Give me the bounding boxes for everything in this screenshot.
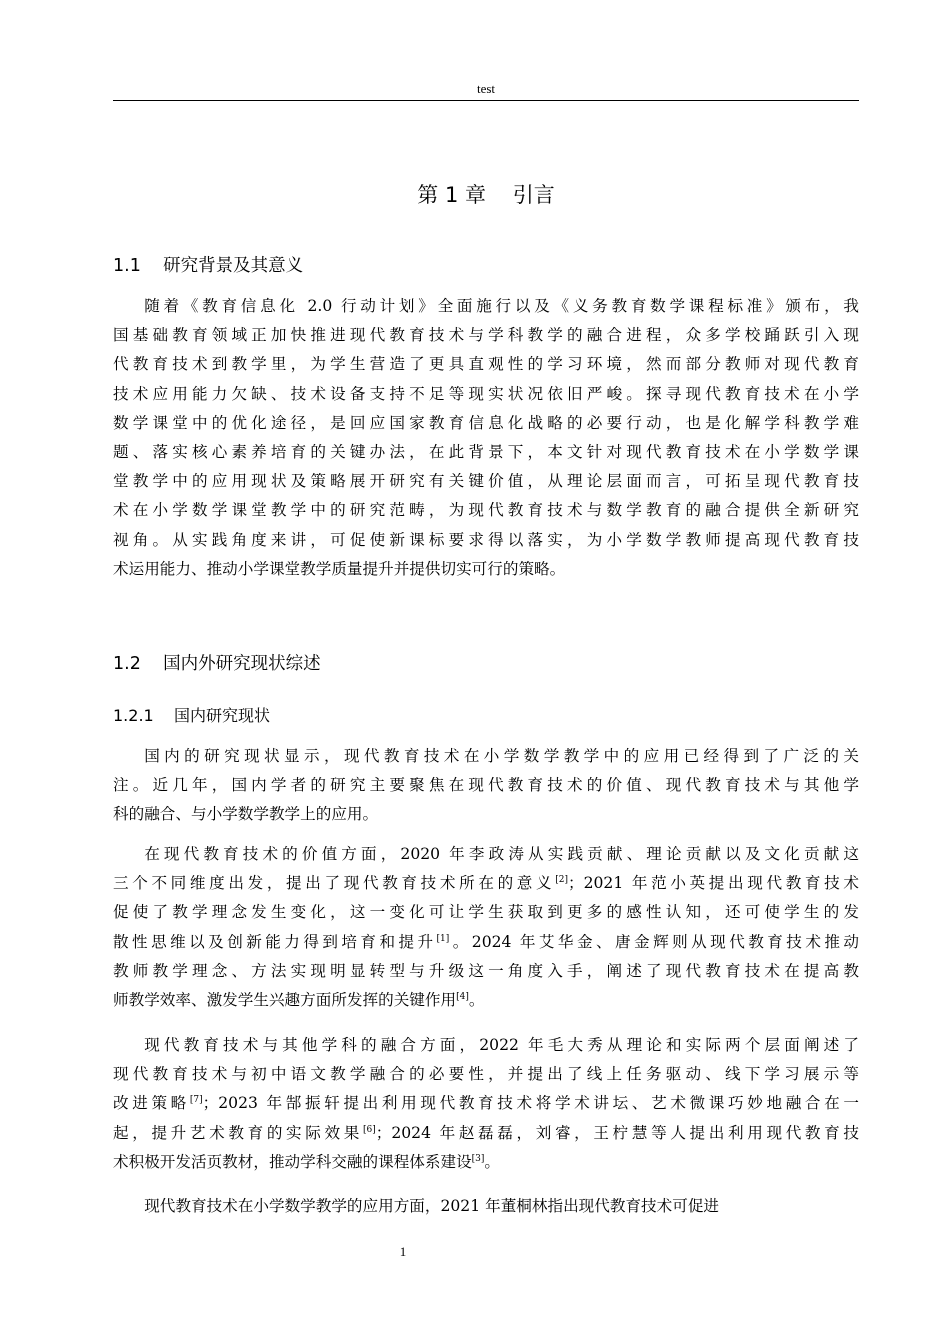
citation-marker: [7]: [189, 1095, 203, 1106]
paragraph-line: 师教学效率、激发学生兴趣方面所发挥的关键作用[4]。: [113, 991, 485, 1010]
paragraph-domestic-overview: [113, 742, 859, 830]
paragraph-line: 术积极开发活页教材，推动学科交融的课程体系建设[3]。: [113, 1152, 501, 1171]
paragraph-line: 起，提升艺术教育的实际效果[6]；2024 年赵磊磊，刘睿，王柠慧等人提出利用现代教育技: [113, 1123, 859, 1142]
page-number: 1: [399, 1244, 407, 1259]
paragraph-line: 国内的研究现状显示，现代教育技术在小学数学教学中的应用已经得到了广泛的关: [144, 747, 859, 765]
citation-marker: [6]: [362, 1124, 376, 1135]
citation-marker: [2]: [555, 875, 568, 886]
subsection-heading-1-2-1: 1.2.1 国内研究现状: [113, 706, 271, 725]
paragraph-line: 教师教学理念、方法实现明显转型与升级这一角度入手，阐述了现代教育技术在提高教: [113, 961, 859, 980]
paragraph-line: 题、落实核心素养培育的关键办法，在此背景下，本文针对现代教育技术在小学数学课: [113, 443, 859, 462]
section-heading-1-2: 1.2 国内外研究现状综述: [113, 654, 321, 674]
paragraph-line: 术在小学数学课堂教学中的研究范畴，为现代教育技术与数学教育的融合提供全新研究: [113, 501, 859, 520]
paragraph-line: 散性思维以及创新能力得到培育和提升[1]。2024 年艾华金、唐金辉则从现代教育技术推动: [113, 932, 859, 951]
citation-marker: [4]: [456, 991, 469, 1002]
paragraph-line: 术运用能力、推动小学课堂教学质量提升并提供切实可行的策略。: [113, 559, 566, 578]
chapter-title: 第 1 章 引言: [417, 183, 555, 207]
paragraph-line: 三个不同维度出发，提出了现代教育技术所在的意义[2]；2021 年范小英提出现代教育技术: [113, 874, 859, 893]
paragraph-line: 现代教育技术与初中语文教学融合的必要性，并提出了线上任务驱动、线下学习展示等: [113, 1065, 859, 1084]
paragraph-value-of-technology: [113, 840, 859, 1015]
paragraph-line: 技术应用能力欠缺、技术设备支持不足等现实状况依旧严峻。探寻现代教育技术在小学: [113, 384, 859, 403]
paragraph-interdisciplinary-integration: [113, 1031, 859, 1177]
paragraph-background: [113, 292, 859, 584]
paragraph-line: 注。近几年，国内学者的研究主要聚焦在现代教育技术的价值、现代教育技术与其他学: [113, 776, 859, 795]
paragraph-line: 国基础教育领域正加快推进现代教育技术与学科教学的融合进程，众多学校踊跃引入现: [113, 326, 859, 345]
paragraph-line: 促使了教学理念发生变化，这一变化可让学生获取到更多的感性认知，还可使学生的发: [113, 903, 859, 922]
citation-marker: [1]: [436, 933, 450, 944]
paragraph-line: 随着《教育信息化 2.0 行动计划》全面施行以及《义务教育数学课程标准》颁布，我: [144, 297, 859, 315]
paragraph-line: 堂教学中的应用现状及策略展开研究有关键价值，从理论层面而言，可拓呈现代教育技: [113, 472, 859, 491]
paragraph-primary-math-application: [113, 1192, 859, 1221]
citation-marker: [3]: [471, 1153, 485, 1164]
paragraph-line: 数学课堂中的优化途径，是回应国家教育信息化战略的必要行动，也是化解学科教学难: [113, 413, 859, 432]
paragraph-line: 科的融合、与小学数学教学上的应用。: [113, 805, 379, 824]
running-header: test: [476, 81, 496, 96]
paragraph-line: 现代教育技术与其他学科的融合方面，2022 年毛大秀从理论和实际两个层面阐述了: [144, 1036, 859, 1054]
header-rule: [113, 100, 859, 101]
paragraph-line: 视角。从实践角度来讲，可促使新课标要求得以落实，为小学数学教师提高现代教育技: [113, 530, 859, 549]
paragraph-line: 改进策略[7]；2023 年郜振轩提出利用现代教育技术将学术讲坛、艺术微课巧妙地融合在一: [113, 1094, 859, 1113]
paragraph-line: 现代教育技术在小学数学教学的应用方面，2021 年董桐林指出现代教育技术可促进: [144, 1197, 720, 1215]
section-heading-1-1: 1.1 研究背景及其意义: [113, 256, 304, 276]
paragraph-line: 代教育技术到教学里，为学生营造了更具直观性的学习环境，然而部分教师对现代教育: [113, 355, 859, 374]
paragraph-line: 在现代教育技术的价值方面，2020 年李政涛从实践贡献、理论贡献以及文化贡献这: [144, 845, 859, 863]
